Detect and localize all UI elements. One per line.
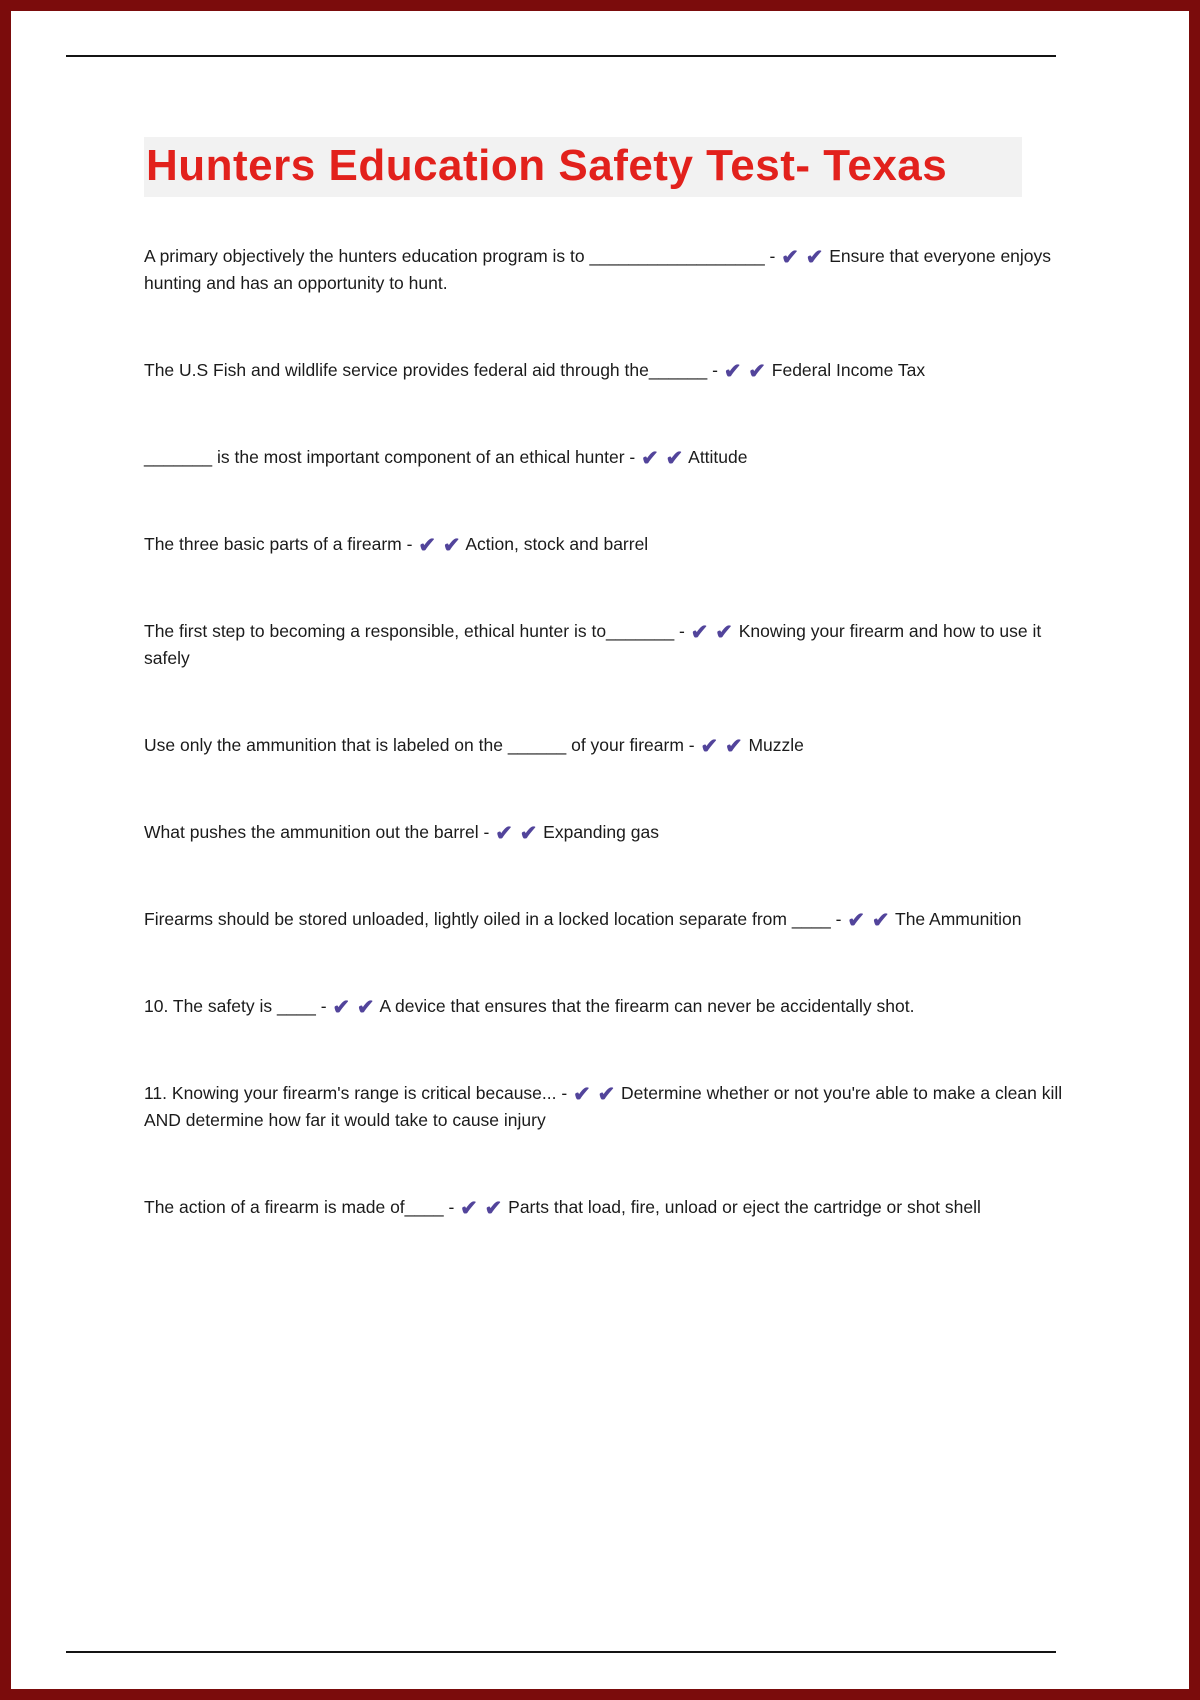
check-icon: ✔: [690, 621, 709, 644]
qa-item: [144, 1080, 1084, 1134]
question-text: The U.S Fish and wildlife service provides federal aid through the______ -: [144, 360, 718, 380]
check-icon: ✔: [442, 534, 461, 557]
answer-text: Federal Income Tax: [771, 360, 926, 380]
answer-text: The Ammunition: [895, 909, 1022, 929]
top-rule: [66, 55, 1056, 57]
answer-text: Expanding gas: [543, 822, 659, 842]
question-text: A primary objectively the hunters education program is to __________________ -: [144, 246, 776, 266]
question-text: 11. Knowing your firearm's range is critical because... -: [144, 1083, 568, 1103]
check-icon: ✔: [665, 447, 684, 470]
qa-item: [144, 993, 1084, 1020]
qa-item: [144, 1194, 1084, 1221]
qa-item: [144, 357, 1084, 384]
answer-text: Ensure that everyone enjoys hunting and has an opportunity to hunt.: [144, 246, 1052, 293]
question-text: Use only the ammunition that is labeled on the ______ of your firearm -: [144, 735, 695, 755]
question-text: 10. The safety is ____ -: [144, 996, 327, 1016]
question-text: _______ is the most important component of an ethical hunter -: [144, 447, 636, 467]
qa-item: [144, 819, 1084, 846]
answer-text: A device that ensures that the firearm can never be accidentally shot.: [379, 996, 915, 1016]
check-icon: ✔: [495, 822, 513, 845]
qa-item: [144, 906, 1084, 933]
check-icon: ✔: [356, 996, 375, 1019]
check-icon: ✔: [723, 360, 742, 383]
check-icon: ✔: [573, 1083, 591, 1106]
page-title: Hunters Education Safety Test- Texas: [144, 137, 1022, 197]
question-text: What pushes the ammunition out the barrel -: [144, 822, 490, 842]
question-text: The three basic parts of a firearm -: [144, 534, 413, 554]
qa-item: [144, 444, 1084, 471]
answer-text: Determine whether or not you're able to make a clean kill AND determine how far it would take to cause injury: [144, 1083, 1063, 1130]
check-icon: ✔: [805, 246, 824, 269]
check-icon: ✔: [641, 447, 659, 470]
question-text: The first step to becoming a responsible, ethical hunter is to_______ -: [144, 621, 685, 641]
check-icon: ✔: [332, 996, 351, 1019]
check-icon: ✔: [748, 360, 766, 383]
check-icon: ✔: [847, 909, 865, 932]
check-icon: ✔: [418, 534, 436, 557]
answer-text: Knowing your firearm and how to use it safely: [144, 621, 1042, 668]
qa-item: [144, 243, 1084, 297]
answer-text: Attitude: [688, 447, 748, 467]
check-icon: ✔: [724, 735, 743, 758]
check-icon: ✔: [519, 822, 538, 845]
qa-item: [144, 618, 1084, 672]
check-icon: ✔: [700, 735, 719, 758]
bottom-rule: [66, 1651, 1056, 1653]
answer-text: Parts that load, fire, unload or eject the cartridge or shot shell: [508, 1197, 981, 1217]
qa-item: [144, 732, 1084, 759]
check-icon: ✔: [871, 909, 890, 932]
check-icon: ✔: [781, 246, 799, 269]
answer-text: Action, stock and barrel: [465, 534, 649, 554]
question-text: The action of a firearm is made of____ -: [144, 1197, 455, 1217]
check-icon: ✔: [484, 1197, 503, 1220]
qa-item: [144, 531, 1084, 558]
check-icon: ✔: [597, 1083, 616, 1106]
answer-text: Muzzle: [748, 735, 804, 755]
question-text: Firearms should be stored unloaded, lightly oiled in a locked location separate from ____ -: [144, 909, 842, 929]
check-icon: ✔: [715, 621, 733, 644]
page-content: [144, 137, 1084, 1281]
check-icon: ✔: [460, 1197, 478, 1220]
